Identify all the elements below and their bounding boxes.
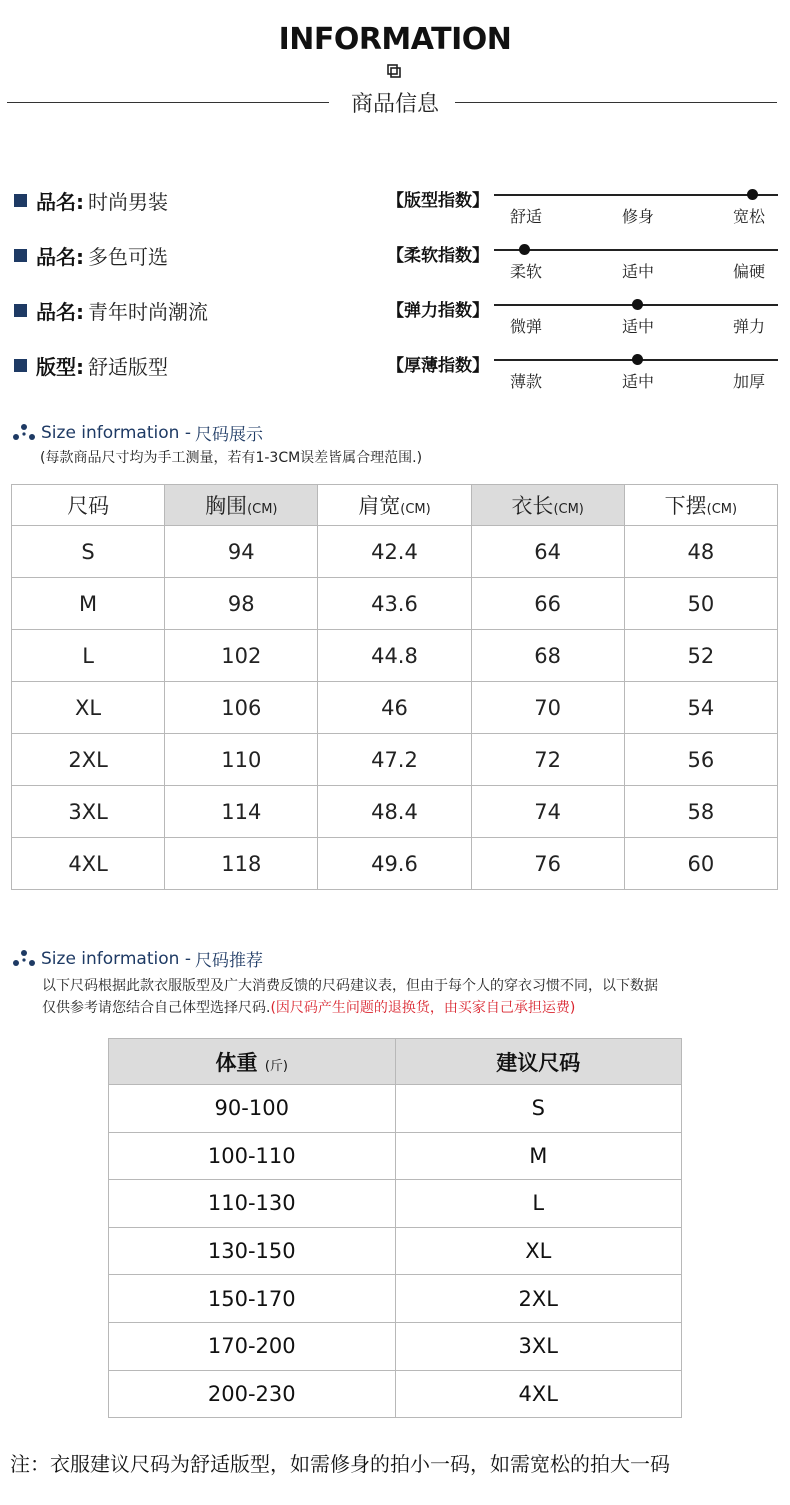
index-option: 适中 — [622, 372, 655, 391]
table-cell: 76 — [471, 838, 624, 890]
bullet-square-icon — [14, 249, 27, 262]
scissors-dots-icon — [12, 423, 36, 443]
table-row — [109, 1370, 682, 1418]
table-cell: 100-110 — [109, 1132, 396, 1180]
index-option: 适中 — [622, 317, 655, 336]
table-cell: 70 — [471, 682, 624, 734]
index-label: 【厚薄指数】 — [387, 356, 489, 376]
table-cell: 2XL — [12, 734, 165, 786]
table-cell: M — [12, 578, 165, 630]
col-header: 肩宽(CM) — [318, 485, 471, 526]
index-option: 宽松 — [733, 207, 766, 226]
scissors-dots-icon — [12, 949, 36, 969]
table-row — [109, 1227, 682, 1275]
table-cell: 4XL — [395, 1370, 682, 1418]
col-header: 下摆(CM) — [624, 485, 777, 526]
header-divider-right — [455, 102, 777, 103]
col-header-weight: 体重 (斤) — [109, 1039, 396, 1085]
index-label: 【柔软指数】 — [387, 246, 489, 266]
table-cell: 114 — [165, 786, 318, 838]
table-cell: 4XL — [12, 838, 165, 890]
table-row — [12, 578, 778, 630]
info-item — [14, 242, 168, 268]
index-marker-dot — [747, 189, 758, 200]
recommend-section-heading — [12, 946, 263, 971]
table-cell: 150-170 — [109, 1275, 396, 1323]
recommend-note-line2: 仅供参考请您结合自己体型选择尺码.(因尺码产生问题的退换货，由买家自己承担运费) — [42, 1000, 576, 1016]
index-option: 偏硬 — [733, 262, 766, 281]
table-cell: 58 — [624, 786, 777, 838]
info-label: 品名: — [36, 244, 84, 269]
table-cell: 48 — [624, 526, 777, 578]
bullet-square-icon — [14, 194, 27, 207]
table-cell: 42.4 — [318, 526, 471, 578]
stacked-squares-icon — [387, 64, 401, 78]
table-cell: 118 — [165, 838, 318, 890]
table-cell: 110-130 — [109, 1180, 396, 1228]
table-cell: 46 — [318, 682, 471, 734]
table-cell: 72 — [471, 734, 624, 786]
index-option: 弹力 — [733, 317, 766, 336]
table-cell: 44.8 — [318, 630, 471, 682]
index-label: 【弹力指数】 — [387, 301, 489, 321]
index-marker-dot — [519, 244, 530, 255]
table-cell: 54 — [624, 682, 777, 734]
index-option: 舒适 — [510, 207, 543, 226]
table-cell: L — [395, 1180, 682, 1228]
index-marker-dot — [632, 299, 643, 310]
bullet-square-icon — [14, 304, 27, 317]
table-row — [12, 786, 778, 838]
table-row — [12, 526, 778, 578]
table-cell: 98 — [165, 578, 318, 630]
table-cell: 43.6 — [318, 578, 471, 630]
info-value: 时尚男装 — [88, 189, 168, 214]
table-cell: 106 — [165, 682, 318, 734]
footer-note: 注：衣服建议尺码为舒适版型，如需修身的拍小一码，如需宽松的拍大一码 — [10, 1452, 670, 1476]
table-cell: 2XL — [395, 1275, 682, 1323]
table-row — [109, 1275, 682, 1323]
table-row — [12, 682, 778, 734]
table-cell: 90-100 — [109, 1085, 396, 1133]
table-cell: S — [12, 526, 165, 578]
page-title: INFORMATION — [278, 22, 512, 57]
info-item — [14, 187, 168, 213]
table-cell: 102 — [165, 630, 318, 682]
recommend-note-warning: (因尺码产生问题的退换货，由买家自己承担运费) — [270, 1000, 576, 1016]
table-cell: 60 — [624, 838, 777, 890]
recommend-note-line1: 以下尺码根据此款衣服版型及广大消费反馈的尺码建议表，但由于每个人的穿衣习惯不同，以下数据 — [42, 978, 658, 994]
info-value: 青年时尚潮流 — [88, 299, 208, 324]
recommend-heading-zh: 尺码推荐 — [194, 951, 263, 971]
table-row — [109, 1322, 682, 1370]
info-label: 品名: — [36, 189, 84, 214]
size-section-heading — [12, 420, 263, 445]
table-row — [12, 734, 778, 786]
index-marker-dot — [632, 354, 643, 365]
info-value: 舒适版型 — [88, 354, 168, 379]
table-row — [109, 1085, 682, 1133]
table-cell: XL — [12, 682, 165, 734]
table-cell: 56 — [624, 734, 777, 786]
index-scale-line — [494, 249, 778, 251]
info-label: 版型: — [36, 354, 84, 379]
table-row — [12, 630, 778, 682]
size-table — [11, 484, 778, 890]
table-cell: 110 — [165, 734, 318, 786]
table-cell: 50 — [624, 578, 777, 630]
index-option: 加厚 — [733, 372, 766, 391]
info-item — [14, 297, 208, 323]
col-header: 尺码 — [12, 485, 165, 526]
table-cell: XL — [395, 1227, 682, 1275]
table-cell: 200-230 — [109, 1370, 396, 1418]
index-option: 修身 — [622, 207, 655, 226]
size-heading-en: Size information - — [41, 422, 191, 443]
info-value: 多色可选 — [88, 244, 168, 269]
table-row — [12, 838, 778, 890]
size-note: (每款商品尺寸均为手工测量，若有1-3CM误差皆属合理范围.) — [40, 450, 423, 466]
col-header: 衣长(CM) — [471, 485, 624, 526]
table-cell: 66 — [471, 578, 624, 630]
col-header: 胸围(CM) — [165, 485, 318, 526]
info-item — [14, 352, 168, 378]
table-cell: 68 — [471, 630, 624, 682]
bullet-square-icon — [14, 359, 27, 372]
table-cell: M — [395, 1132, 682, 1180]
table-cell: 94 — [165, 526, 318, 578]
table-cell: S — [395, 1085, 682, 1133]
table-cell: 130-150 — [109, 1227, 396, 1275]
index-option: 微弹 — [510, 317, 543, 336]
table-cell: 64 — [471, 526, 624, 578]
recommend-table — [108, 1038, 682, 1418]
table-row — [109, 1132, 682, 1180]
table-cell: 3XL — [12, 786, 165, 838]
index-label: 【版型指数】 — [387, 191, 489, 211]
table-cell: 52 — [624, 630, 777, 682]
table-cell: 3XL — [395, 1322, 682, 1370]
page-subtitle: 商品信息 — [350, 92, 439, 117]
table-cell: 48.4 — [318, 786, 471, 838]
recommend-heading-en: Size information - — [41, 948, 191, 969]
index-option: 薄款 — [510, 372, 543, 391]
index-scale-line — [494, 194, 778, 196]
info-label: 品名: — [36, 299, 84, 324]
table-cell: 170-200 — [109, 1322, 396, 1370]
col-header-size: 建议尺码 — [395, 1039, 682, 1085]
index-option: 适中 — [622, 262, 655, 281]
table-cell: 74 — [471, 786, 624, 838]
table-cell: L — [12, 630, 165, 682]
size-heading-zh: 尺码展示 — [194, 425, 263, 445]
table-cell: 47.2 — [318, 734, 471, 786]
table-row — [109, 1180, 682, 1228]
table-cell: 49.6 — [318, 838, 471, 890]
index-option: 柔软 — [510, 262, 543, 281]
